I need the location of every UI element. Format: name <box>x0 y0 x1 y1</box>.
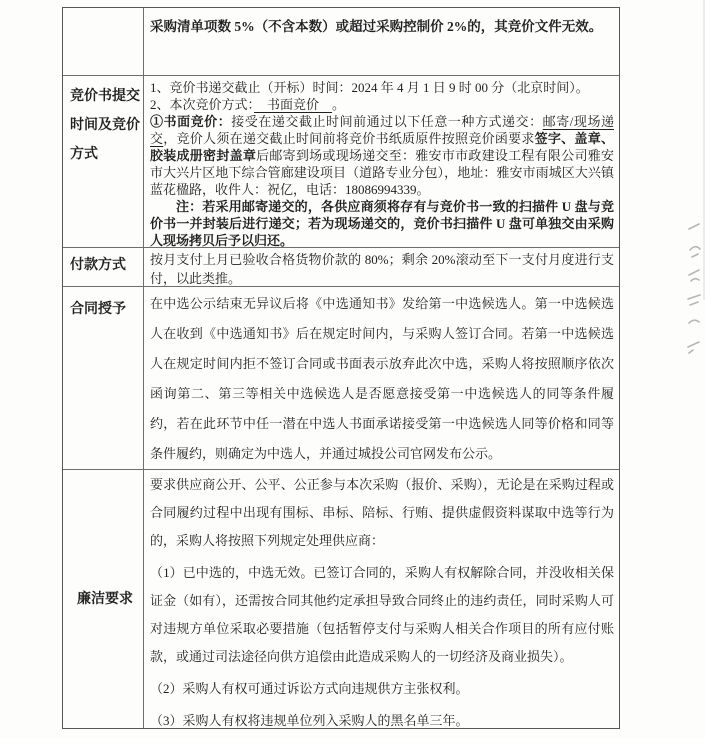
row3-content-cell <box>144 248 619 286</box>
row5-label-cell <box>63 470 144 728</box>
row-integrity-requirements <box>63 470 619 728</box>
bid-method-prefix: 2、本次竞价方式： <box>150 97 255 112</box>
integrity-clause-2: （2）采购人有权可通过诉讼方式向违规供方主张权利。 <box>150 681 469 696</box>
deadline-line <box>150 79 614 96</box>
row4-label: 合同授予 <box>70 302 126 317</box>
row1-label-cell-empty <box>63 8 144 75</box>
delivery-methods-underlined: 邮寄/现场递交 <box>150 114 614 146</box>
row1-content-cell <box>144 8 619 75</box>
deadline-text: 1、竞价书递交截止（开标）时间：2024 年 4 月 1 日 9 时 00 分（北京时间）。 <box>150 80 589 95</box>
integrity-clause-1: （1）已中选的，中选无效。已签订合同的，采购人有权解除合同，并没收相关保证金（如有），还需按合同其他约定承担导致合同终止的违约责任，同时采购人可对违规方单位采取必要措施（包括暂停支付与采购人相关合作项目的所有应付账款，或通过司法途径向供方追偿由此造成采购人的一切经济及商业损失）。 <box>150 565 614 664</box>
row-invalid-bid-clause <box>63 8 619 76</box>
row5-label: 廉洁要求 <box>77 591 133 607</box>
bid-method-suffix: 。 <box>332 97 346 112</box>
row5-content-cell <box>144 470 619 728</box>
written-bid-text3: 后邮寄到场或现场递交至：雅安市市政建设工程有限公司雅安市大兴片区地下综合管廊建设项目（道路专业分包），地址：雅安市雨城区大兴镇蓝花楹路，收件人：祝亿，电话：18086994339。 <box>150 148 614 197</box>
note-paragraph: 注：若采用邮寄递交的，各供应商须将存有与竞价书一致的扫描件 U 盘与竞价书一并封装后进行递交；若为现场递交的，竞价书扫描件 U 盘可单独交由采购人现场拷贝后予以归还。 <box>150 199 614 247</box>
row-payment-terms <box>63 248 619 287</box>
invalid-bid-clause-text: 采购清单项数 5%（不含本数）或超过采购控制价 2%的，其竞价文件无效。 <box>150 19 603 34</box>
written-bid-text2: ，竞价人须在递交截止时间前将竞价书纸质原件按照竞价函要求 <box>163 131 535 146</box>
row2-content-cell <box>144 76 619 247</box>
row4-label-cell <box>63 287 144 469</box>
written-bid-paragraph <box>150 113 614 198</box>
bid-method-line <box>150 96 614 113</box>
row3-label: 付款方式 <box>70 258 126 273</box>
seal-binding-bold: 签字、盖章、胶装成册密封盖章 <box>150 131 614 163</box>
payment-terms-text: 按月支付上月已验收合格货物价款的 80%；剩余 20%滚动至下一支付月度进行支付，以此类推。 <box>150 252 614 286</box>
written-bid-heading: ①书面竞价： <box>150 114 232 129</box>
integrity-clause-3: （3）采购人有权将违规单位列入采购人的黑名单三年。 <box>150 713 469 728</box>
written-bid-text1: 接受在递交截止时间前通过以下任意一种方式递交： <box>231 114 543 129</box>
row-bid-submission <box>63 76 619 248</box>
row3-label-cell <box>63 248 144 286</box>
row4-content-cell <box>144 287 619 469</box>
row2-label: 竞价书提交时间及竞价方式 <box>70 89 140 162</box>
contract-award-text: 在中选公示结束无异议后将《中选通知书》发给第一中选候选人。第一中选候选人在收到《中选通知书》后在规定时间内，与采购人签订合同。若第一中选候选人在规定时间内拒不签订合同或书面表示放弃此次中选，采购人将按照顺序依次函询第二、第三等相关中选候选人是否愿意接受第一中选候选人的同等条件履约，若在此环节中任一潜在中选人书面承诺接受第一中选候选人同等价格和同等条件履约，则确定为中选人，并通过城投公司官网发布公示。 <box>150 296 614 461</box>
procurement-terms-table <box>62 7 620 729</box>
integrity-intro-paragraph: 要求供应商公开、公平、公正参与本次采购（报价、采购），无论是在采购过程或合同履约过程中出现有围标、串标、陪标、行贿、提供虚假资料谋取中选等行为的，采购人将按照下列规定处理供应商： <box>150 477 614 548</box>
bid-method-underlined-value: 书面竞价 <box>254 97 333 112</box>
row2-label-cell <box>63 76 144 247</box>
handwritten-scribble-artifact <box>686 222 704 372</box>
row-contract-award <box>63 287 619 470</box>
